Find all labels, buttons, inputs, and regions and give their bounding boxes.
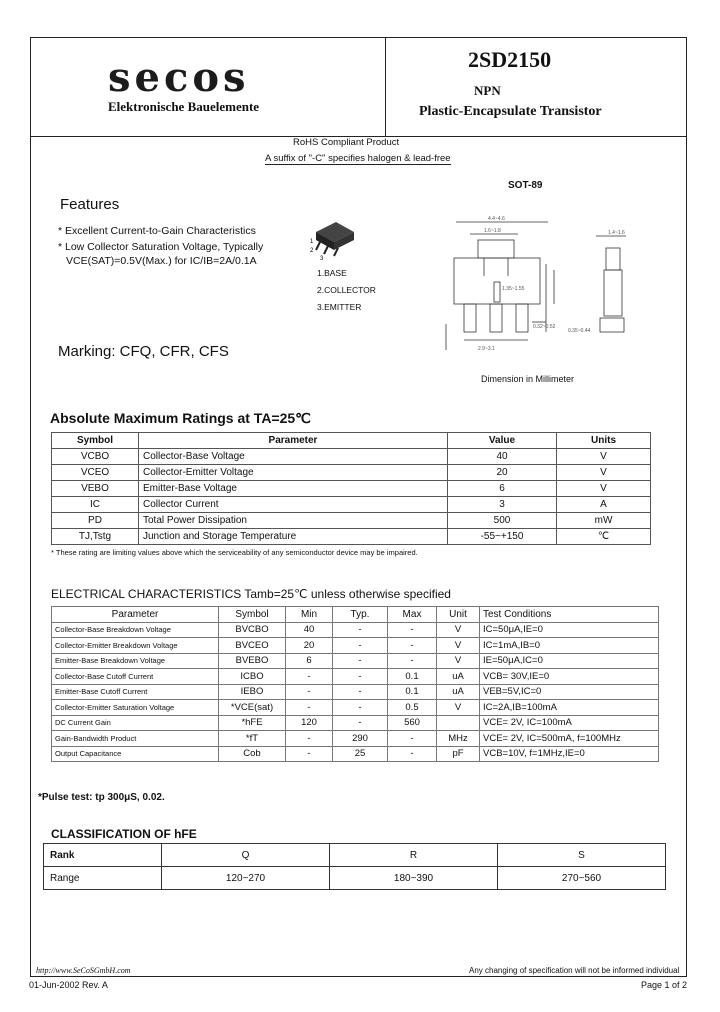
unit-cell: uA (437, 669, 480, 685)
column-header: Symbol (52, 433, 139, 449)
package-name: SOT-89 (508, 180, 543, 191)
electrical-table (51, 606, 659, 762)
svg-text:1: 1 (310, 239, 314, 245)
features-heading: Features (60, 196, 120, 213)
range-cell: 120~270 (162, 867, 330, 890)
unit-cell: uA (437, 684, 480, 700)
part-number: 2SD2150 (468, 47, 552, 72)
parameter-cell: Total Power Dissipation (139, 513, 448, 529)
test-condition-cell: IE=50μA,IC=0 (480, 653, 659, 669)
polarity: NPN (474, 83, 501, 98)
value-cell: 500 (448, 513, 557, 529)
part-description: Plastic-Encapsulate Transistor (419, 104, 602, 119)
unit-cell: V (437, 622, 480, 638)
disclaimer: Any changing of specification will not be informed individual (469, 966, 680, 975)
table-header-row (52, 607, 659, 623)
table-row (52, 497, 651, 513)
min-cell: - (286, 746, 333, 762)
table-row (52, 684, 659, 700)
min-cell: - (286, 669, 333, 685)
min-cell: 40 (286, 622, 333, 638)
svg-text:1.6~1.8: 1.6~1.8 (484, 228, 501, 234)
unit-cell: V (437, 700, 480, 716)
min-cell: - (286, 700, 333, 716)
table-row (52, 700, 659, 716)
table-row (52, 481, 651, 497)
symbol-cell: VEBO (52, 481, 139, 497)
range-row (44, 867, 666, 890)
column-header: Value (448, 433, 557, 449)
electrical-heading: ELECTRICAL CHARACTERISTICS Tamb=25℃ unless otherwise specified (51, 587, 451, 601)
parameter-cell: Collector-Emitter Breakdown Voltage (52, 638, 219, 654)
table-row (52, 638, 659, 654)
unit-cell: MHz (437, 731, 480, 747)
parameter-cell: Junction and Storage Temperature (139, 529, 448, 545)
column-header: Units (557, 433, 651, 449)
test-condition-cell: VCE= 2V, IC=100mA (480, 715, 659, 731)
max-cell: 0.1 (388, 669, 437, 685)
test-condition-cell: IC=50μA,IE=0 (480, 622, 659, 638)
symbol-cell: VCBO (52, 449, 139, 465)
table-row (52, 731, 659, 747)
table-row (52, 669, 659, 685)
min-cell: 6 (286, 653, 333, 669)
rank-row (44, 844, 666, 867)
rank-label: Rank (44, 844, 162, 867)
typ-cell: 25 (333, 746, 388, 762)
abs-max-heading: Absolute Maximum Ratings at TA=25℃ (50, 410, 311, 426)
test-condition-cell: VEB=5V,IC=0 (480, 684, 659, 700)
parameter-cell: Gain-Bandwidth Product (52, 731, 219, 747)
symbol-cell: BVCBO (219, 622, 286, 638)
typ-cell: - (333, 638, 388, 654)
test-condition-cell: IC=2A,IB=100mA (480, 700, 659, 716)
symbol-cell: IC (52, 497, 139, 513)
column-header: Typ. (333, 607, 388, 623)
column-header: Parameter (52, 607, 219, 623)
unit-cell: V (437, 638, 480, 654)
parameter-cell: Collector-Base Cutoff Current (52, 669, 219, 685)
svg-text:3: 3 (320, 256, 324, 262)
column-header: Max (388, 607, 437, 623)
symbol-cell: Cob (219, 746, 286, 762)
parameter-cell: Collector-Base Breakdown Voltage (52, 622, 219, 638)
parameter-cell: Collector Current (139, 497, 448, 513)
pin-1-label: 1.BASE (317, 268, 347, 278)
max-cell: - (388, 622, 437, 638)
header-divider (385, 37, 386, 136)
table-row (52, 715, 659, 731)
page-number: Page 1 of 2 (641, 980, 688, 990)
rank-cell: R (330, 844, 498, 867)
svg-text:4.4~4.6: 4.4~4.6 (488, 216, 505, 222)
symbol-cell: *fT (219, 731, 286, 747)
dimension-caption: Dimension in Millimeter (481, 374, 575, 384)
abs-max-table (51, 432, 651, 545)
feature-item: * Excellent Current-to-Gain Characteristics (58, 225, 256, 237)
value-cell: 20 (448, 465, 557, 481)
unit-cell: V (557, 481, 651, 497)
unit-cell: mW (557, 513, 651, 529)
range-cell: 270~560 (498, 867, 666, 890)
range-cell: 180~390 (330, 867, 498, 890)
test-condition-cell: VCB= 30V,IE=0 (480, 669, 659, 685)
package-dimension-drawing (438, 210, 653, 360)
test-condition-cell: VCB=10V, f=1MHz,IE=0 (480, 746, 659, 762)
symbol-cell: *VCE(sat) (219, 700, 286, 716)
halogen-notice: A suffix of "-C" specifies halogen & lead-free (265, 153, 451, 164)
parameter-cell: DC Current Gain (52, 715, 219, 731)
svg-text:2.9~3.1: 2.9~3.1 (478, 346, 495, 352)
unit-cell: A (557, 497, 651, 513)
column-header: Unit (437, 607, 480, 623)
unit-cell: V (557, 465, 651, 481)
column-header: Parameter (139, 433, 448, 449)
table-row (52, 622, 659, 638)
test-condition-cell: IC=1mA,IB=0 (480, 638, 659, 654)
max-cell: - (388, 746, 437, 762)
symbol-cell: TJ,Tstg (52, 529, 139, 545)
pulse-test-note: *Pulse test: tp 300μS, 0.02. (38, 792, 165, 803)
abs-max-note: * These rating are limiting values above which the serviceability of any semiconductor device may be impaired. (51, 548, 418, 557)
range-label: Range (44, 867, 162, 890)
classification-table (43, 843, 666, 890)
column-header: Test Conditions (480, 607, 659, 623)
company-url: http://www.SeCoSGmbH.com (36, 966, 131, 975)
rank-cell: S (498, 844, 666, 867)
rohs-notice: RoHS Compliant Product (293, 137, 400, 148)
unit-cell: V (437, 653, 480, 669)
table-row (52, 746, 659, 762)
column-header: Symbol (219, 607, 286, 623)
rank-cell: Q (162, 844, 330, 867)
max-cell: 0.5 (388, 700, 437, 716)
symbol-cell: ICBO (219, 669, 286, 685)
max-cell: 560 (388, 715, 437, 731)
max-cell: - (388, 731, 437, 747)
parameter-cell: Collector-Emitter Saturation Voltage (52, 700, 219, 716)
marking-codes: Marking: CFQ, CFR, CFS (58, 343, 229, 360)
package-3d-icon (308, 210, 358, 262)
table-row (52, 449, 651, 465)
parameter-cell: Emitter-Base Cutoff Current (52, 684, 219, 700)
symbol-cell: VCEO (52, 465, 139, 481)
date-revision: 01-Jun-2002 Rev. A (29, 980, 108, 990)
unit-cell (437, 715, 480, 731)
typ-cell: 290 (333, 731, 388, 747)
max-cell: - (388, 638, 437, 654)
table-row (52, 653, 659, 669)
value-cell: 6 (448, 481, 557, 497)
symbol-cell: IEBO (219, 684, 286, 700)
svg-text:1.4~1.6: 1.4~1.6 (608, 230, 625, 236)
svg-text:0.35~0.44: 0.35~0.44 (568, 328, 591, 334)
parameter-cell: Output Capacitance (52, 746, 219, 762)
table-header-row (52, 433, 651, 449)
symbol-cell: BVCEO (219, 638, 286, 654)
unit-cell: ℃ (557, 529, 651, 545)
feature-item: VCE(SAT)=0.5V(Max.) for IC/IB=2A/0.1A (66, 255, 257, 267)
min-cell: - (286, 684, 333, 700)
parameter-cell: Collector-Base Voltage (139, 449, 448, 465)
typ-cell: - (333, 715, 388, 731)
svg-text:1.35~1.55: 1.35~1.55 (502, 286, 525, 292)
company-logo: secos (108, 54, 250, 101)
svg-text:2: 2 (310, 248, 314, 254)
unit-cell: pF (437, 746, 480, 762)
typ-cell: - (333, 622, 388, 638)
typ-cell: - (333, 669, 388, 685)
parameter-cell: Emitter-Base Voltage (139, 481, 448, 497)
feature-item: * Low Collector Saturation Voltage, Typically (58, 241, 264, 253)
min-cell: 20 (286, 638, 333, 654)
column-header: Min (286, 607, 333, 623)
svg-text:0.32~0.52: 0.32~0.52 (533, 324, 556, 330)
typ-cell: - (333, 684, 388, 700)
table-row (52, 465, 651, 481)
typ-cell: - (333, 653, 388, 669)
symbol-cell: *hFE (219, 715, 286, 731)
symbol-cell: BVEBO (219, 653, 286, 669)
value-cell: -55~+150 (448, 529, 557, 545)
min-cell: 120 (286, 715, 333, 731)
symbol-cell: PD (52, 513, 139, 529)
typ-cell: - (333, 700, 388, 716)
unit-cell: V (557, 449, 651, 465)
max-cell: - (388, 653, 437, 669)
parameter-cell: Collector-Emitter Voltage (139, 465, 448, 481)
company-subtitle: Elektronische Bauelemente (108, 99, 260, 114)
test-condition-cell: VCE= 2V, IC=500mA, f=100MHz (480, 731, 659, 747)
value-cell: 3 (448, 497, 557, 513)
table-row (52, 513, 651, 529)
pin-2-label: 2.COLLECTOR (317, 285, 376, 295)
max-cell: 0.1 (388, 684, 437, 700)
classification-heading: CLASSIFICATION OF hFE (51, 827, 197, 841)
pin-3-label: 3.EMITTER (317, 302, 362, 312)
table-row (52, 529, 651, 545)
min-cell: - (286, 731, 333, 747)
parameter-cell: Emitter-Base Breakdown Voltage (52, 653, 219, 669)
value-cell: 40 (448, 449, 557, 465)
